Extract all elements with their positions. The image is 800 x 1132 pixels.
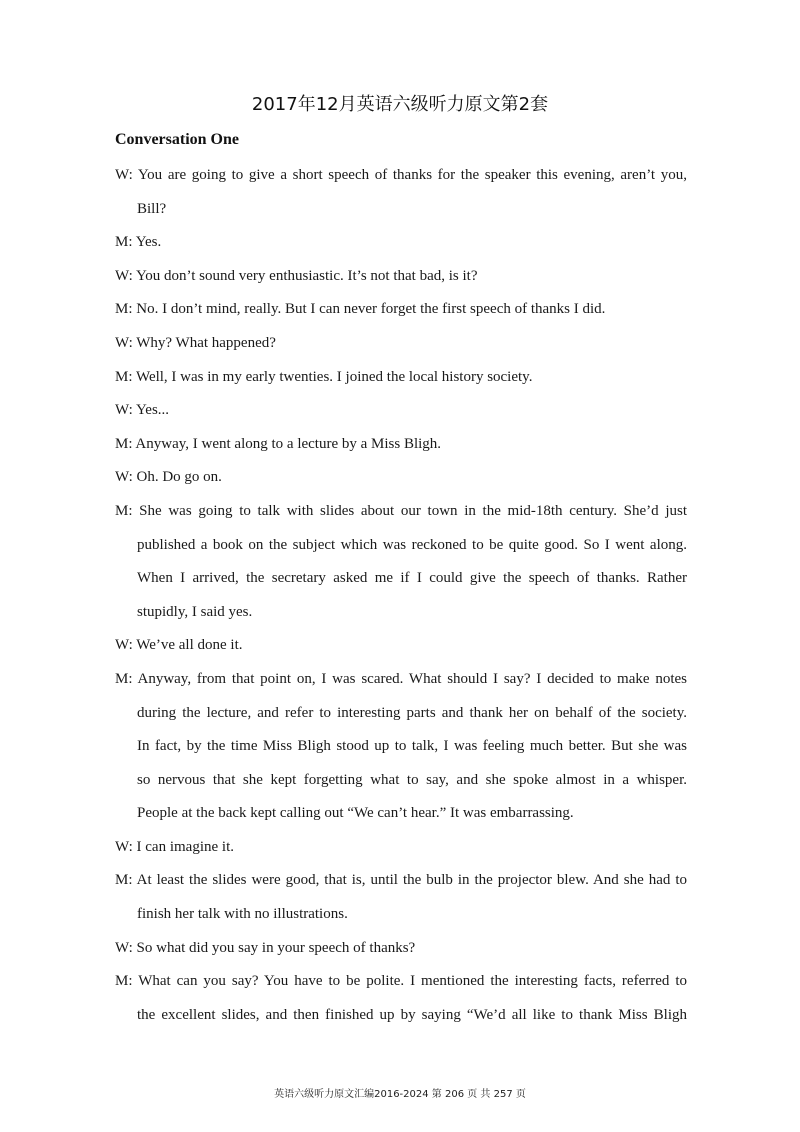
transcript-line: finish her talk with no illustrations.: [137, 906, 348, 923]
transcript-line: Bill?: [137, 200, 167, 217]
transcript-line: W: You are going to give a short speech of thanks for the speaker this evening, aren’t you,: [115, 167, 687, 183]
transcript-line: M: She was going to talk with slides about our town in the mid-18th century. She’d just: [115, 502, 687, 519]
transcript-line: M: At least the slides were good, that is, until the bulb in the projector blew. And she had to: [115, 872, 687, 889]
transcript-line: published a book on the subject which was reckoned to be quite good. So I went along.: [137, 536, 687, 553]
transcript-line: People at the back kept calling out “We can’t hear.” It was embarrassing.: [137, 805, 574, 822]
transcript-line: M: Yes.: [115, 234, 162, 251]
transcript-line: so nervous that she kept forgetting what to say, and she spoke almost in a whisper.: [137, 771, 687, 788]
transcript-line: W: Oh. Do go on.: [115, 469, 222, 486]
section-heading: Conversation One: [115, 131, 239, 148]
transcript-line: W: You don’t sound very enthusiastic. It’s not that bad, is it?: [115, 267, 478, 284]
transcript-line: In fact, by the time Miss Bligh stood up to talk, I was feeling much better. But she was: [137, 738, 687, 755]
transcript-line: M: What can you say? You have to be polite. I mentioned the interesting facts, referred to: [115, 973, 687, 990]
transcript-line: M: Well, I was in my early twenties. I joined the local history society.: [115, 368, 533, 385]
transcript-line: W: So what did you say in your speech of thanks?: [115, 939, 416, 956]
transcript-line: M: No. I don’t mind, really. But I can never forget the first speech of thanks I did.: [115, 301, 606, 318]
transcript-line: W: I can imagine it.: [115, 838, 234, 855]
transcript-line: the excellent slides, and then finished up by saying “We’d all like to thank Miss Bligh: [137, 1006, 687, 1023]
page-footer: 英语六级听力原文汇编2016-2024 第 206 页 共 257 页: [274, 1089, 526, 1100]
transcript-line: M: Anyway, from that point on, I was scared. What should I say? I decided to make notes: [115, 670, 687, 687]
transcript-line: during the lecture, and refer to interesting parts and thank her on behalf of the society.: [137, 704, 687, 721]
transcript-line: W: Why? What happened?: [115, 334, 276, 351]
transcript-line: When I arrived, the secretary asked me if I could give the speech of thanks. Rather: [137, 570, 687, 587]
transcript-body: [115, 163, 687, 1036]
transcript-line: M: Anyway, I went along to a lecture by a Miss Bligh.: [115, 435, 442, 452]
transcript-line: W: Yes...: [115, 402, 170, 419]
transcript-line: stupidly, I said yes.: [137, 603, 253, 620]
transcript-line: W: We’ve all done it.: [115, 637, 243, 654]
page-title: 2017年12月英语六级听力原文第2套: [251, 94, 549, 115]
